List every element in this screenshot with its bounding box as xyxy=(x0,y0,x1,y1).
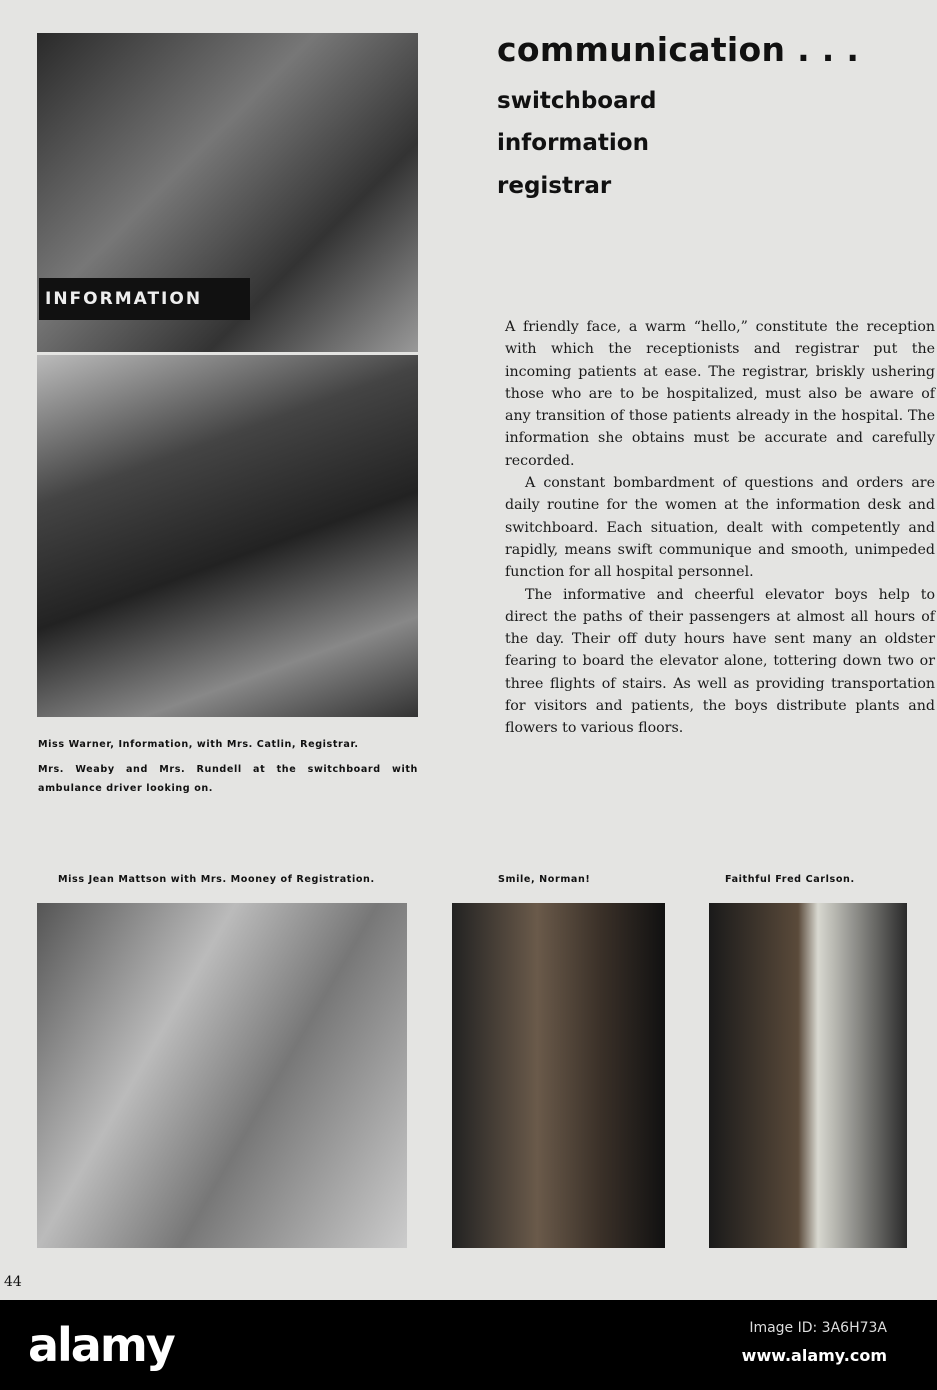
body-text xyxy=(505,316,935,740)
photo-switchboard xyxy=(37,355,418,717)
page-title: communication . . . xyxy=(497,30,860,69)
subtitle-information: information xyxy=(497,130,649,156)
information-sign: INFORMATION xyxy=(39,278,250,320)
caption-switchboard: Mrs. Weaby and Mrs. Rundell at the switchboard with ambulance driver looking on. xyxy=(38,764,418,794)
image-id: Image ID: 3A6H73A xyxy=(749,1320,887,1336)
photo-norman-elevator xyxy=(452,903,665,1248)
alamy-url: www.alamy.com xyxy=(741,1346,887,1365)
paragraph: A constant bombardment of questions and orders are daily routine for the women at the information desk and switchboard. Each situation, dealt with competently and rapidly, means swift communique and smooth, unimpeded function for all hospital personnel. xyxy=(505,475,935,581)
paragraph: The informative and cheerful elevator boys help to direct the paths of their passengers at almost all hours of the day. Their off duty hours have sent many an oldster fearing to board the elevator alone, tottering down two or three flights of stairs. As well as providing transportation for visitors and patients, the boys distribute plants and flowers to various floors. xyxy=(505,586,935,737)
alamy-logo: alamy xyxy=(28,1318,174,1372)
watermark-banner xyxy=(0,1300,937,1390)
subtitle-registrar: registrar xyxy=(497,173,612,199)
paragraph: A friendly face, a warm “hello,” constitute the reception with which the receptionists and registrar put the incoming patients at ease. The registrar, briskly ushering those who are to be hospitalized, must also be aware of any transition of those patients already in the hospital. The information she obtains must be accurate and carefully recorded. xyxy=(505,319,935,469)
caption-fred: Faithful Fred Carlson. xyxy=(725,874,855,885)
subtitle-switchboard: switchboard xyxy=(497,88,657,114)
page-number: 44 xyxy=(4,1274,22,1290)
photo-registration xyxy=(37,903,407,1248)
caption-information: Miss Warner, Information, with Mrs. Catlin, Registrar. xyxy=(38,739,359,750)
caption-norman: Smile, Norman! xyxy=(498,874,591,885)
photo-information-desk xyxy=(37,33,418,352)
photo-fred-elevator xyxy=(709,903,907,1248)
caption-registration: Miss Jean Mattson with Mrs. Mooney of Registration. xyxy=(58,874,375,885)
